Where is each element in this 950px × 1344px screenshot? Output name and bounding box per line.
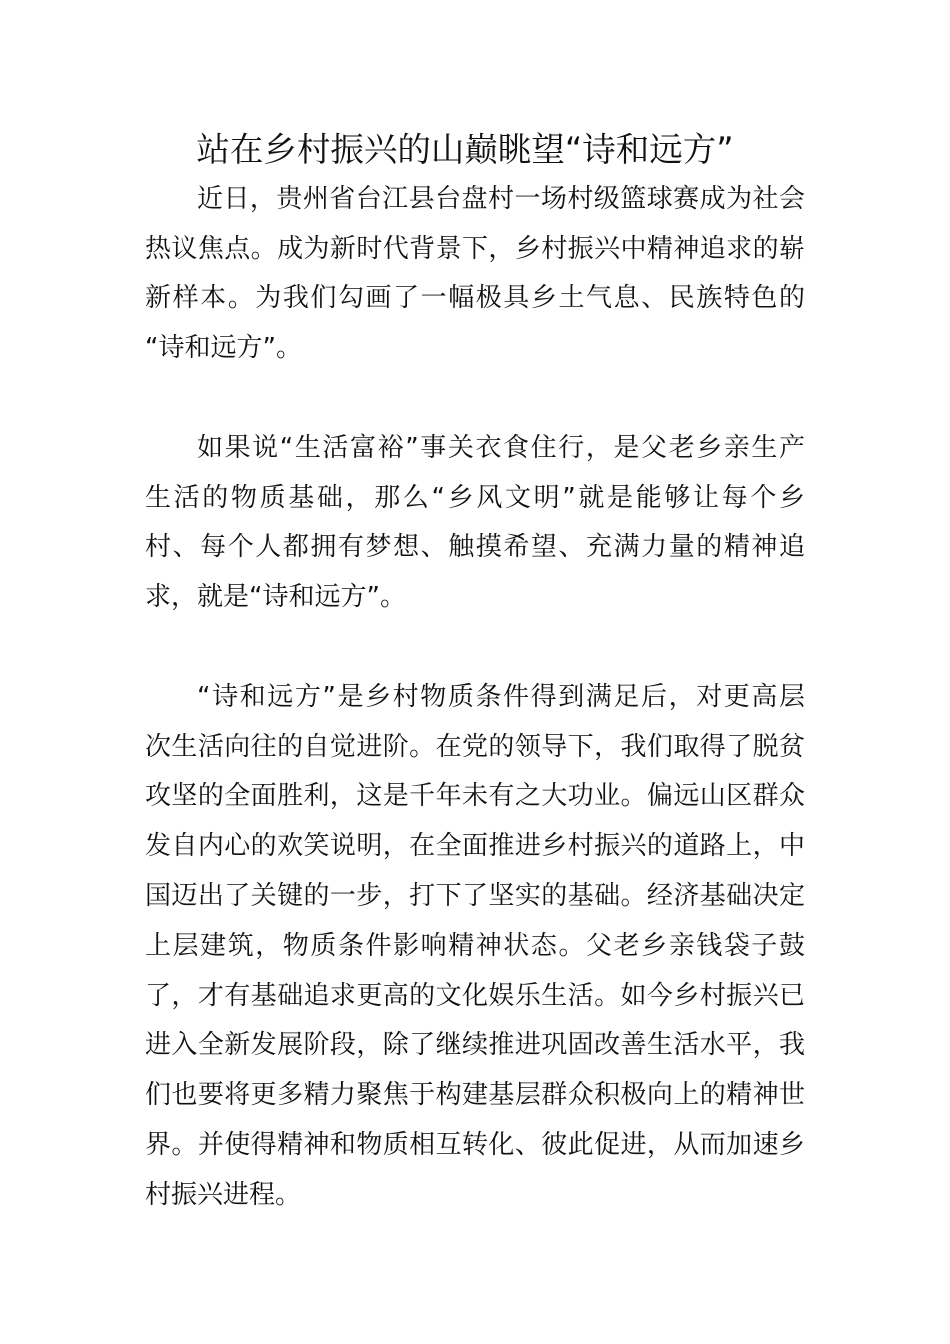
paragraph-3-line-2: 次生活向往的自觉进阶。在党的领导下，我们取得了脱贫 bbox=[145, 731, 805, 762]
paragraph-2-line-3: 村、每个人都拥有梦想、触摸希望、充满力量的精神追 bbox=[145, 532, 805, 563]
paragraph-1-line-3: 新样本。为我们勾画了一幅极具乡土气息、民族特色的 bbox=[145, 283, 805, 314]
paragraph-2-line-2: 生活的物质基础，那么“乡风文明”就是能够让每个乡 bbox=[145, 482, 805, 513]
paragraph-1-line-1: 近日，贵州省台江县台盘村一场村级篮球赛成为社会 bbox=[197, 183, 805, 214]
paragraph-1-line-4: “诗和远方”。 bbox=[145, 333, 302, 364]
paragraph-3-line-11: 村振兴进程。 bbox=[145, 1179, 302, 1210]
paragraph-3-line-3: 攻坚的全面胜利，这是千年未有之大功业。偏远山区群众 bbox=[145, 781, 805, 812]
document-body bbox=[145, 125, 805, 1270]
paragraph-1-line-2: 热议焦点。成为新时代背景下，乡村振兴中精神追求的崭 bbox=[145, 233, 805, 264]
paragraph-1 bbox=[145, 175, 805, 374]
paragraph-3-line-7: 了，才有基础追求更高的文化娱乐生活。如今乡村振兴已 bbox=[145, 980, 805, 1011]
paragraph-3-line-9: 们也要将更多精力聚焦于构建基层群众积极向上的精神世 bbox=[145, 1080, 805, 1111]
paragraph-3-line-5: 国迈出了关键的一步，打下了坚实的基础。经济基础决定 bbox=[145, 880, 805, 911]
paragraph-2 bbox=[145, 424, 805, 623]
paragraph-3 bbox=[145, 673, 805, 1221]
paragraph-3-line-1: “诗和远方”是乡村物质条件得到满足后，对更高层 bbox=[197, 681, 805, 712]
paragraph-3-line-10: 界。并使得精神和物质相互转化、彼此促进，从而加速乡 bbox=[145, 1129, 805, 1160]
paragraph-2-line-4: 求，就是“诗和远方”。 bbox=[145, 582, 406, 613]
paragraph-3-line-4: 发自内心的欢笑说明，在全面推进乡村振兴的道路上，中 bbox=[145, 831, 805, 862]
paragraph-3-line-8: 进入全新发展阶段，除了继续推进巩固改善生活水平，我 bbox=[145, 1030, 805, 1061]
paragraph-2-line-1: 如果说“生活富裕”事关衣食住行，是父老乡亲生产 bbox=[197, 432, 805, 463]
paragraph-3-line-6: 上层建筑，物质条件影响精神状态。父老乡亲钱袋子鼓 bbox=[145, 930, 805, 961]
document-title: 站在乡村振兴的山巅眺望“诗和远方” bbox=[196, 130, 734, 169]
